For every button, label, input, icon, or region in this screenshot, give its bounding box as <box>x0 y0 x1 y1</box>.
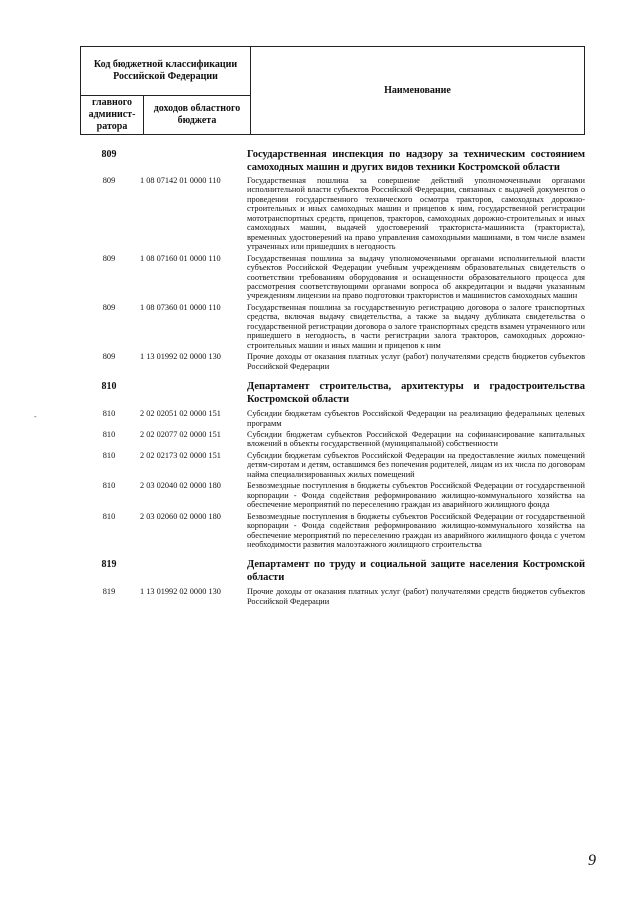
table-row <box>80 451 585 479</box>
admin-code: 819 <box>102 587 116 597</box>
table-row <box>80 254 585 301</box>
admin-code: 809 <box>102 302 116 312</box>
header-admin: главного админист-ратора <box>81 96 144 135</box>
income-code: 1 08 07160 01 0000 110 <box>140 253 221 263</box>
income-name: Субсидии бюджетам субъектов Российской Федерации на софинансирование капитальных вложений в объекты государственной (муниципальной) собственности <box>247 429 585 449</box>
admin-code: 809 <box>102 352 116 362</box>
header-income: доходов областного бюджета <box>144 96 251 135</box>
table-row <box>80 587 585 606</box>
income-code: 2 03 02040 02 0000 180 <box>140 481 221 491</box>
table-row <box>80 512 585 550</box>
department-row <box>80 149 585 174</box>
admin-code: 810 <box>102 511 116 521</box>
department-name: Департамент по труду и социальной защите населения Костромской области <box>247 559 585 583</box>
admin-code: 810 <box>102 409 116 419</box>
admin-code: 819 <box>101 559 117 571</box>
table-row <box>80 303 585 350</box>
table-row <box>80 352 585 371</box>
header-name: Наименование <box>251 47 585 135</box>
department-row <box>80 559 585 584</box>
admin-code: 810 <box>102 481 116 491</box>
table-row <box>80 430 585 449</box>
department-row <box>80 381 585 406</box>
header-group-title: Код бюджетной классификации Российской Федерации <box>81 47 251 96</box>
income-code <box>138 381 245 406</box>
income-code: 2 02 02051 02 0000 151 <box>140 409 221 419</box>
admin-code: 810 <box>101 381 117 393</box>
income-code: 1 13 01992 02 0000 130 <box>140 587 221 597</box>
income-code: 2 02 02173 02 0000 151 <box>140 450 221 460</box>
income-code: 2 02 02077 02 0000 151 <box>140 429 221 439</box>
admin-code: 810 <box>102 450 116 460</box>
admin-code: 809 <box>101 149 117 160</box>
admin-code: 809 <box>102 176 116 185</box>
income-name: Государственная пошлина за государственную регистрацию договора о залоге транспортных средства, включая выдачу свидетельства, а также за выдачу дубликата свидетельства о государственной регистрации договора о залоге транспортных средств взамен утраченного или пришедшего в негодность, в части регистрации залога тракторов, самоходных дорожно-строительных машин и иных машин и прицепов к ним <box>247 302 585 350</box>
department-name: Департамент строительства, архитектуры и градостроительства Костромской области <box>247 381 585 405</box>
income-code: 1 08 07360 01 0000 110 <box>140 302 221 312</box>
page-number: 9 <box>588 852 596 869</box>
income-code: 1 08 07142 01 0000 110 <box>140 176 221 185</box>
income-code <box>138 559 245 584</box>
income-name: Субсидии бюджетам субъектов Российской Федерации на реализацию федеральных целевых программ <box>247 409 585 428</box>
income-code: 1 13 01992 02 0000 130 <box>140 352 221 362</box>
department-name: Государственная инспекция по надзору за техническим состоянием самоходных машин и других видов техники Костромской области <box>247 149 585 173</box>
table-header <box>80 46 585 135</box>
income-name: Государственная пошлина за совершение действий уполномоченными органами исполнительной власти субъектов Российской Федерации, связанных с выдачей документов о проведении государственного технического осмотра тракторов, самоходных дорожно-строительных и иных самоходных машин и прицепов к ним, государственной регистрации мототранспортных средств, прицепов, тракторов, самоходных дорожно-строительных и иных самоходных машин, выдачей удостоверений тракториста-машиниста (тракториста), временных удостоверений на право управления самоходными машинами, в том числе взамен утраченных или пришедших в негодность <box>247 176 585 252</box>
income-name: Безвозмездные поступления в бюджеты субъектов Российской Федерации от государственной корпорации - Фонда содействия реформированию жилищно-коммунального хозяйства на обеспечение мероприятий по переселению граждан из аварийного жилищного фонда <box>247 481 585 510</box>
admin-code: 810 <box>102 429 116 439</box>
income-name: Прочие доходы от оказания платных услуг (работ) получателями средств бюджетов субъектов Российской Федерации <box>247 587 585 606</box>
admin-code: 809 <box>102 253 116 263</box>
income-name: Прочие доходы от оказания платных услуг (работ) получателями средств бюджетов субъектов Российской Федерации <box>247 352 585 371</box>
margin-mark: - <box>34 412 37 421</box>
income-name: Субсидии бюджетам субъектов Российской Федерации на предоставление жилых помещений детям-сиротам и детям, оставшимся без попечения родителей, лицам из их числа по договорам найма специализированных жилых помещений <box>247 450 585 479</box>
income-name: Государственная пошлина за выдачу уполномоченными органами исполнительной власти субъектов Российской Федерации учебным учреждениям образовательных свидетельств о соответствии требованиям оборудования и оснащенности образовательного процесса для рассмотрения соответствующими органами вопроса об аккредитации и выдачи указанным учреждениям лицензии на право подготовки трактористов и машинистов самоходных машин <box>247 253 585 301</box>
income-code: 2 03 02060 02 0000 180 <box>140 511 221 521</box>
table-row <box>80 481 585 509</box>
table-row <box>80 409 585 428</box>
income-code <box>138 149 245 174</box>
table-row <box>80 176 585 252</box>
table-body <box>80 149 585 606</box>
income-name: Безвозмездные поступления в бюджеты субъектов Российской Федерации от государственной корпорации - Фонда содействия реформированию жилищно-коммунального хозяйства на обеспечение мероприятий по переселению граждан из аварийного жилищного фонда с учетом необходимости развития малоэтажного жилищного строительства <box>247 511 585 549</box>
